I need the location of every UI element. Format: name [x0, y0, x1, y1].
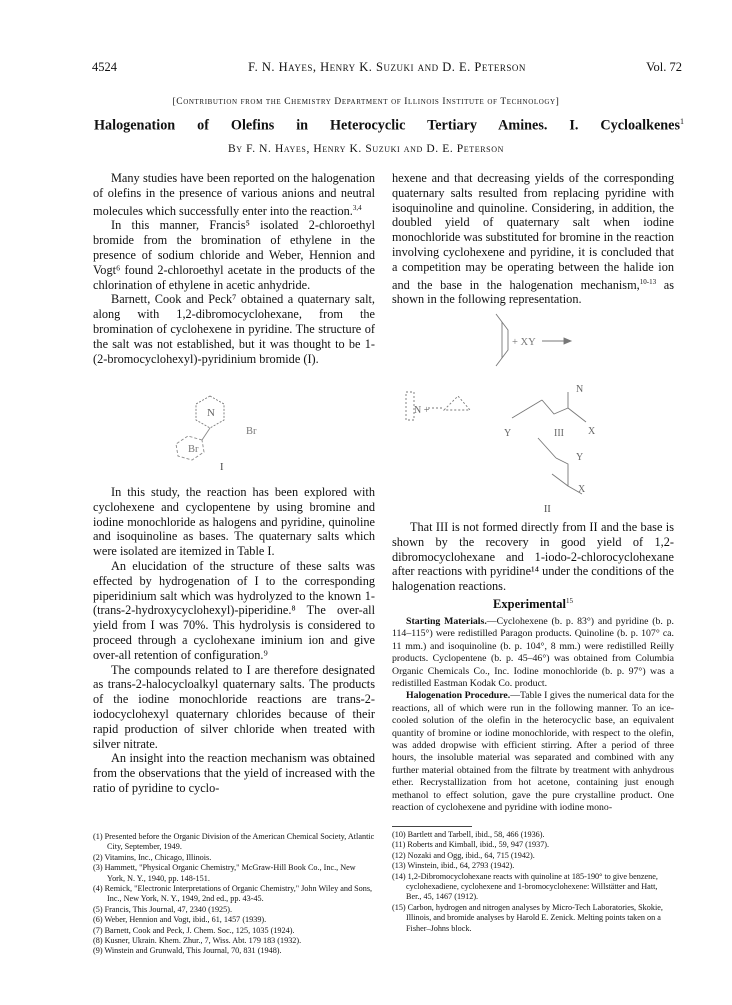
experimental-heading	[392, 597, 674, 612]
scheme-x-label: X	[588, 426, 596, 437]
paragraph: An insight into the reaction mechanism was obtained from the observations that the yield of increased with the ratio of pyridine to cyclo-	[93, 751, 375, 795]
experimental-section	[392, 616, 674, 815]
footnote: (6) Weber, Hennion and Vogt, ibid., 61, 1457 (1939).	[93, 915, 267, 925]
scheme-label-II: II	[544, 504, 551, 515]
paragraph: In this manner, Francis⁵ isolated 2-chloroethyl bromide from the bromination of ethylene in the presence of sodium chloride and Weber, Hennion and Vogt⁶ found 2-chloroethyl acetate in the products of the chlorination of ethylene in acetic anhydride.	[93, 218, 375, 292]
reaction-scheme-diagram	[392, 308, 674, 518]
paragraph: That III is not formed directly from II and the base is shown by the recovery in good yield of 1,2-dibromocyclohexane and 1-iodo-2-chlorocyclohexane after reactions with pyridine¹⁴ under the conditions of the halogenation reactions.	[392, 520, 674, 594]
dihalide-structure	[538, 438, 582, 494]
paragraph	[392, 690, 674, 814]
footnote: (9) Winstein and Grunwald, This Journal, 70, 831 (1948).	[93, 946, 282, 956]
structure-I-label: I	[220, 462, 224, 473]
footnote: (15) Carbon, hydrogen and nitrogen analyses by Micro-Tech Laboratories, Skokie, Illinois, and bromide analyses by Harold E. Zenick. Melting points taken on a Fisher–Johns block.	[392, 902, 663, 933]
footnote: (2) Vitamins, Inc., Chicago, Illinois.	[93, 852, 212, 862]
scheme-n-label: N	[576, 384, 584, 395]
footnote: (12) Nozaki and Ogg, ibid., 64, 715 (1942).	[392, 850, 535, 860]
footnote: (14) 1,2-Dibromocyclohexane reacts with quinoline at 185-190° to give benzene, cyclohexadiene, cyclohexene and 1-bromocyclohexene: Willstätter and Hatt, Ber., 45, 1467 (1912).	[392, 871, 658, 902]
left-column-bottom	[93, 485, 375, 796]
title-footnote-mark: 1	[680, 117, 684, 126]
run-in-heading: Starting Materials.	[406, 616, 487, 627]
footnote: (13) Winstein, ibid., 64, 2793 (1942).	[392, 861, 515, 871]
reaction-arrow	[542, 338, 571, 344]
byline: By F. N. Hayes, Henry K. Suzuki and D. E. Peterson	[228, 143, 504, 155]
footnote: (11) Roberts and Kimball, ibid., 59, 947 (1937).	[392, 840, 550, 850]
dihalide-y-label: Y	[576, 452, 584, 463]
structure-br-substituent: Br	[188, 444, 199, 455]
paragraph	[392, 616, 674, 690]
article-title	[94, 117, 684, 135]
structure-br-counterion: Br	[246, 426, 257, 437]
running-authors: F. N. Hayes, Henry K. Suzuki and D. E. Peterson	[248, 60, 526, 74]
paragraph-text-tail: as shown in the following representation.	[392, 277, 674, 307]
running-header	[92, 60, 682, 76]
footnote: (3) Hammett, "Physical Organic Chemistry," McGraw-Hill Book Co., Inc., New York, N. Y., 1940, pp. 148-151.	[93, 863, 356, 883]
paragraph: The compounds related to I are therefore designated as trans-2-halocycloalkyl quaternary salts. The products of the iodine monochloride reactions are trans-2-iodocyclohexyl quaternary chlorides because of their rapid production of silver chloride when treated with silver nitrate.	[93, 662, 375, 751]
right-column-middle	[392, 520, 674, 594]
footnote-mark: 10-13	[639, 277, 657, 286]
paragraph: In this study, the reaction has been explored with cyclohexene and cyclopentene by using bromine and iodine monochloride as halogens and pyridine, quinoline and isoquinoline as bases. The quaternary salts which were isolated are itemized in Table I.	[93, 485, 375, 559]
dihalide-x-label: X	[578, 484, 586, 495]
paragraph	[392, 171, 674, 307]
reagent-label: + XY	[512, 337, 536, 348]
paragraph-text: Many studies have been reported on the halogenation of olefins in the presence of various anions and neutral molecules which successfully enter into the reaction.	[93, 171, 375, 218]
footnote: (5) Francis, This Journal, 47, 2340 (1925).	[93, 904, 233, 914]
footnote: (10) Bartlett and Tarbell, ibid., 58, 466 (1936).	[392, 830, 545, 839]
paragraph-text: hexene and that decreasing yields of the corresponding quaternary salts resulted from replacing pyridine with isoquinoline and quinoline. Considering, in addition, the doubled yield of quaternary salt when iodine monochloride was substituted for bromine in the reaction involving cyclohexene and pyridine, it is concluded that a competition may be operating between the halide ion and the base in the halogenation mechanism,	[392, 171, 674, 292]
paragraph-text: —Cyclohexene (b. p. 83°) and pyridine (b. p. 114–115°) were redistilled Paragon products. Quinoline (b. p. 107° ca. 11 mm.) and isoquinoline (b. p. 104°, 8 mm.) were redistilled Reilly products. Cyclopentene (b. p. 45–46°) was obtained from Columbia Organic Chemicals Co., Inc. Iodine monochloride (b. p. 97°) was a redistilled Eastman Kodak Co. product.	[392, 616, 674, 690]
right-column-top	[392, 171, 674, 307]
structure-n-label: N	[207, 407, 215, 419]
footnote: (1) Presented before the Organic Division of the American Chemical Society, Atlantic City, September, 1949.	[93, 832, 375, 852]
structure-I-diagram	[150, 392, 310, 476]
scheme-label-III: III	[554, 428, 564, 439]
volume-label: Vol. 72	[646, 60, 682, 74]
scheme-y-label: Y	[504, 428, 512, 439]
run-in-heading: Halogenation Procedure.	[406, 690, 511, 702]
experimental-heading-text: Experimental	[493, 597, 566, 612]
right-footnotes	[392, 830, 674, 934]
left-footnotes	[93, 832, 375, 957]
page-number: 4524	[92, 60, 117, 74]
paragraph: Barnett, Cook and Peck⁷ obtained a quaternary salt, along with 1,2-dibromocyclohexane, from the bromination of cyclohexene in pyridine. The structure of the salt was not established, but it was thought to be 1-(2-bromocyclohexyl)-pyridinium bromide (I).	[93, 292, 375, 366]
footnote-mark: 3,4	[352, 203, 362, 212]
ion-label: N +	[414, 405, 430, 416]
footnote: (4) Remick, "Electronic Interpretations of Organic Chemistry," John Wiley and Sons, Inc., New York, N. Y., 1949, 2nd ed., pp. 43-45.	[93, 884, 373, 904]
footnote-rule	[392, 826, 472, 827]
contribution-line: [Contribution from the Chemistry Department of Illinois Institute of Technology]	[172, 97, 560, 107]
footnote: (8) Kusner, Ukrain. Khem. Zhur., 7, Wiss. Abt. 179 183 (1932).	[93, 936, 302, 946]
paragraph	[93, 171, 375, 218]
quaternary-product-structure	[512, 392, 586, 422]
left-column-top	[93, 171, 375, 366]
cyclohexene-structure	[496, 314, 508, 366]
footnote-mark: 15	[565, 597, 573, 605]
article-title-text: Halogenation of Olefins in Heterocyclic Tertiary Amines. I. Cycloalkenes	[94, 117, 680, 134]
paragraph-text: —Table I gives the numerical data for the reactions, all of which were run in the following manner. To an ice-cooled solution of the olefin in the heterocyclic base, an equivalent quantity of bromine or iodine monochloride, with respect to the olefin, was added dropwise with efficient stirring. After a period of three hours, the insoluble material was separated and combined with any further material obtained from the filtrate by treatment with anhydrous ether. Recrystallization from hot acetone, containing just enough methanol to effect solution, gave the pure crystalline product. One reaction of cyclohexene and pyridine with iodine mono-	[392, 690, 674, 814]
paragraph: An elucidation of the structure of these salts was effected by hydrogenation of I to the corresponding piperidinium salt which was hydrolyzed to the known 1-(trans-2-hydroxycyclohexyl)-piperidine.⁸ The over-all yield from I was 70%. This hydrolysis is considered to proceed through a cyclohexane iminium ion and give over-all retention of configuration.⁹	[93, 558, 375, 662]
footnote: (7) Barnett, Cook and Peck, J. Chem. Soc., 125, 1035 (1924).	[93, 925, 295, 935]
